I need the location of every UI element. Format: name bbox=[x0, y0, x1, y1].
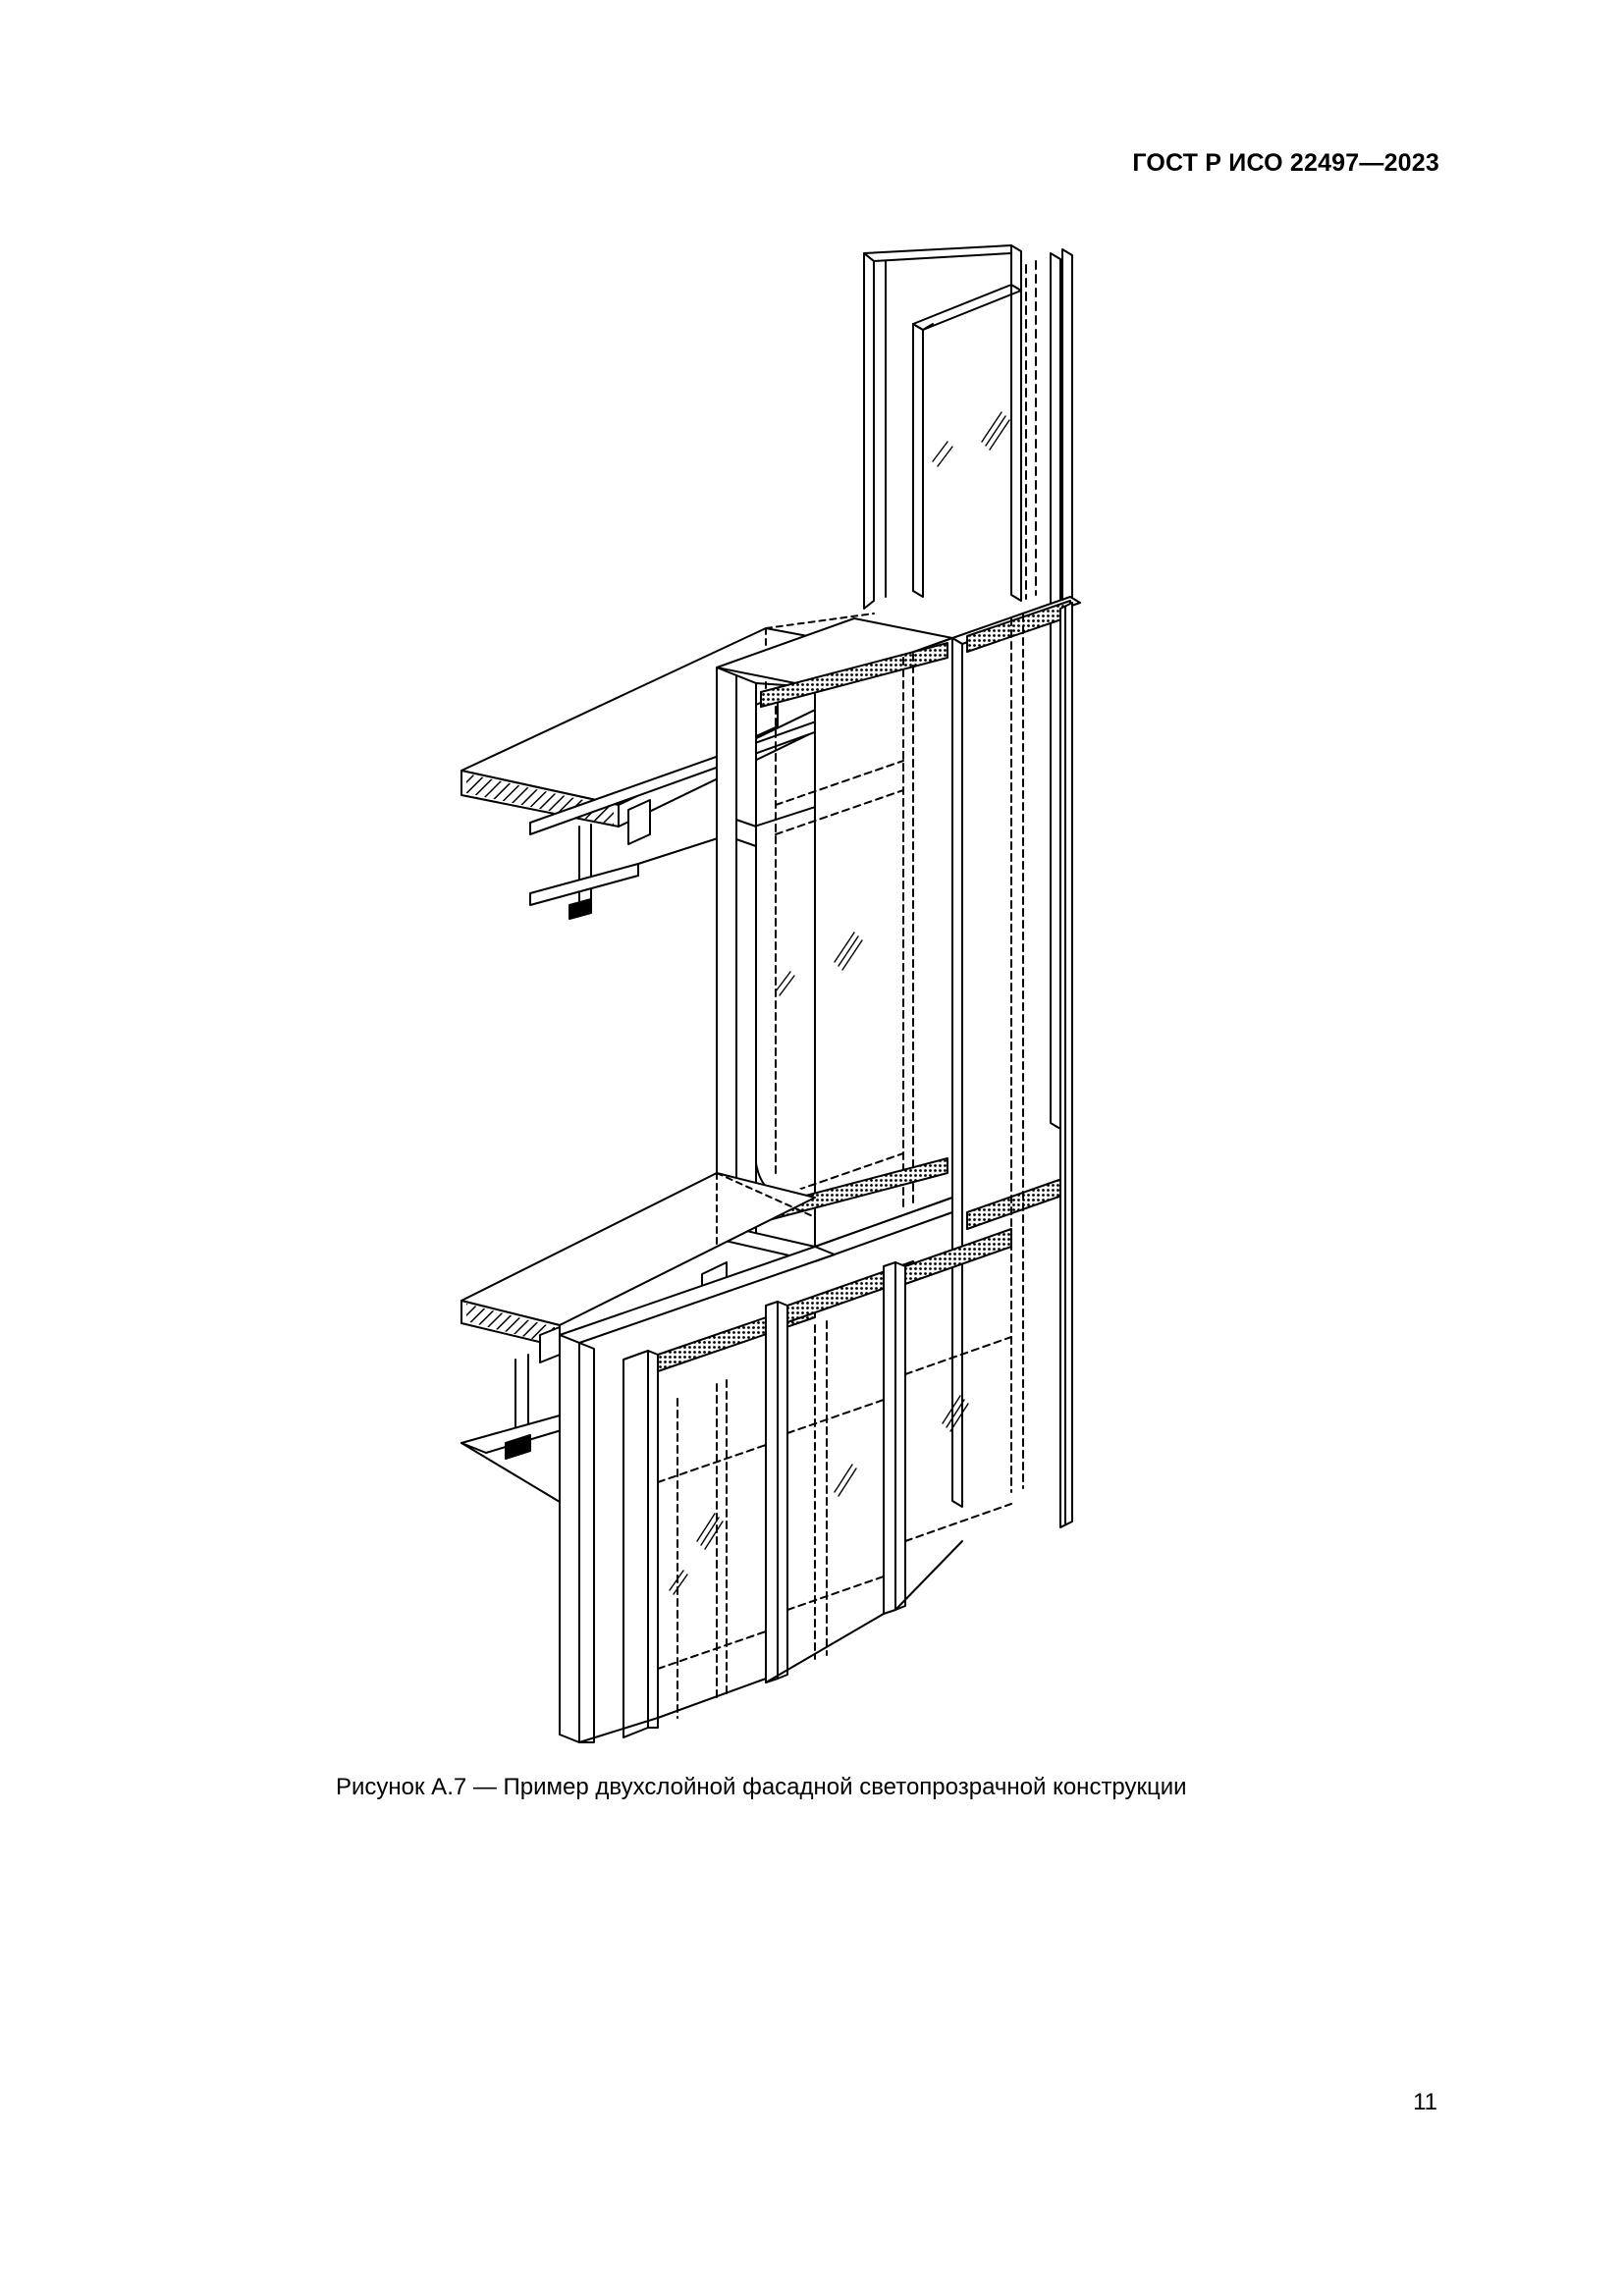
upper-box-frame bbox=[717, 618, 952, 1261]
standard-designation-header: ГОСТ Р ИСО 22497—2023 bbox=[1132, 149, 1439, 177]
page-number: 11 bbox=[1413, 2089, 1437, 2115]
figure-caption: Рисунок А.7 — Пример двухслойной фасадной светопрозрачной конструкции bbox=[336, 1774, 1187, 1800]
figure-a7-drawing bbox=[422, 226, 1149, 1757]
outer-mullions-right bbox=[952, 597, 1080, 1527]
double-skin-facade-icon bbox=[422, 226, 1149, 1757]
lower-outer-skin bbox=[560, 1229, 1011, 1742]
